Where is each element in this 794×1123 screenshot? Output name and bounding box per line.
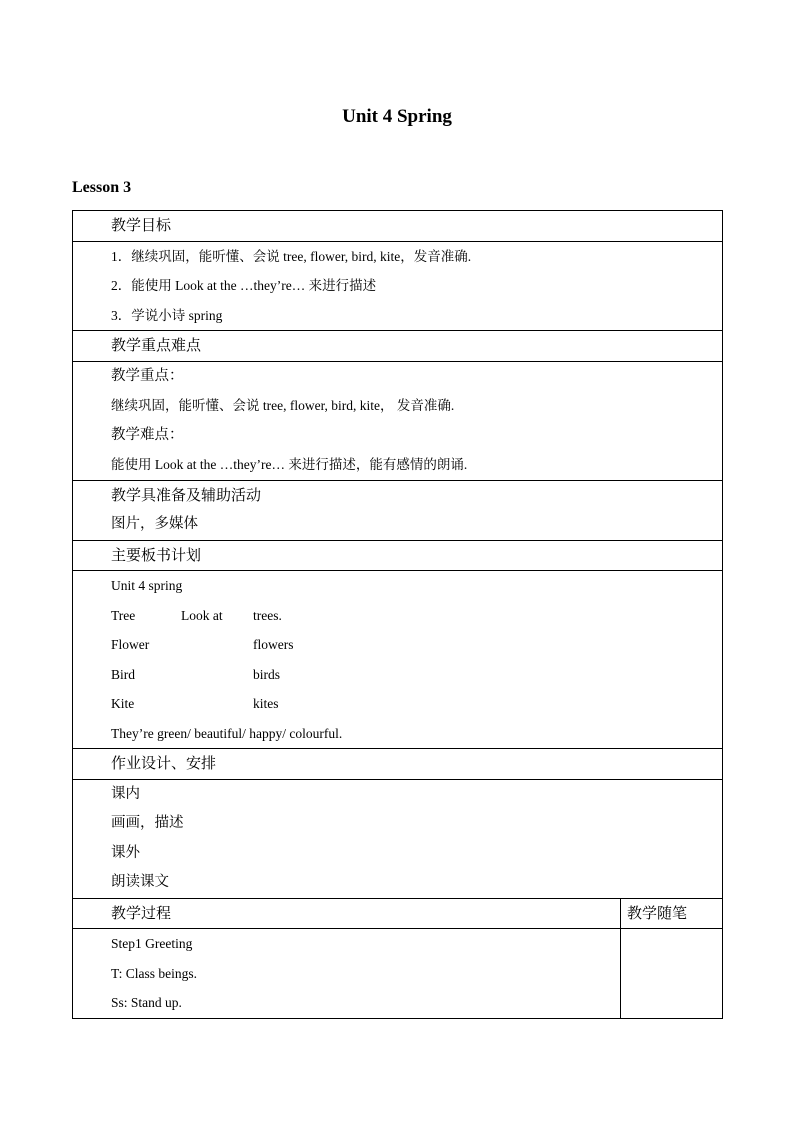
after-class-text: 朗读课文 xyxy=(111,874,169,890)
homework-body-row xyxy=(73,779,723,898)
board-word: Flower xyxy=(111,637,150,652)
board-plan-line xyxy=(111,601,722,631)
materials-text: 图片，多媒体 xyxy=(111,516,198,532)
objective-item: 1．继续巩固，能听懂、会说 tree, flower, bird, kite，发音准确. xyxy=(111,248,472,264)
objective-item: 3．学说小诗 spring xyxy=(111,307,223,323)
board-plan-header: 主要板书计划 xyxy=(111,545,202,564)
board-plural: kites xyxy=(253,696,279,711)
page-title: Unit 4 Spring xyxy=(342,106,452,127)
process-body-row xyxy=(73,929,723,1019)
objectives-header-row xyxy=(73,211,723,242)
key-points-header: 教学重点难点 xyxy=(111,336,202,354)
homework-header: 作业设计、安排 xyxy=(111,754,217,772)
board-plural: trees. xyxy=(253,607,282,623)
objectives-body-row xyxy=(73,241,723,331)
difficulty-label: 教学难点： xyxy=(111,426,184,443)
homework-header-row xyxy=(73,749,723,780)
notes-header: 教学随笔 xyxy=(627,903,688,922)
board-word: Kite xyxy=(111,696,135,711)
look-at-text: Look at xyxy=(181,607,223,623)
board-plan-closing: They’re green/ beautiful/ happy/ colourful. xyxy=(111,725,343,741)
process-header: 教学过程 xyxy=(111,903,172,922)
board-plan-heading: Unit 4 spring xyxy=(111,578,183,593)
notes-cell xyxy=(621,929,723,1019)
board-plural: birds xyxy=(253,666,280,682)
lesson-plan-table xyxy=(72,210,723,1019)
key-points-body-row xyxy=(73,361,723,480)
after-class-label: 课外 xyxy=(111,844,140,861)
board-plural: flowers xyxy=(253,637,294,652)
board-plan-line xyxy=(111,689,722,719)
board-plan-body-row xyxy=(73,571,723,749)
in-class-text: 画画，描述 xyxy=(111,815,184,831)
board-plan-header-row xyxy=(73,540,723,571)
process-step: Ss: Stand up. xyxy=(111,995,182,1010)
objective-item: 2．能使用 Look at the …they’re… 来进行描述 xyxy=(111,278,377,293)
process-header-row xyxy=(73,898,723,929)
process-step: T: Class beings. xyxy=(111,965,197,981)
process-step: Step1 Greeting xyxy=(111,936,193,951)
materials-header: 教学具准备及辅助活动 xyxy=(111,485,262,504)
difficulty-text: 能使用 Look at the …they’re… 来进行描述，能有感情的朗诵. xyxy=(111,457,468,472)
board-plan-line xyxy=(111,630,722,660)
focus-label: 教学重点： xyxy=(111,367,184,384)
lesson-heading: Lesson 3 xyxy=(72,179,132,196)
materials-row xyxy=(73,480,723,540)
in-class-label: 课内 xyxy=(111,785,140,802)
board-plan-line xyxy=(111,660,722,690)
key-points-header-row xyxy=(73,331,723,362)
focus-text: 继续巩固，能听懂、会说 tree, flower, bird, kite， 发音准确. xyxy=(111,398,455,413)
objectives-header: 教学目标 xyxy=(111,216,172,234)
board-word: Tree xyxy=(111,607,136,623)
board-word: Bird xyxy=(111,666,136,682)
